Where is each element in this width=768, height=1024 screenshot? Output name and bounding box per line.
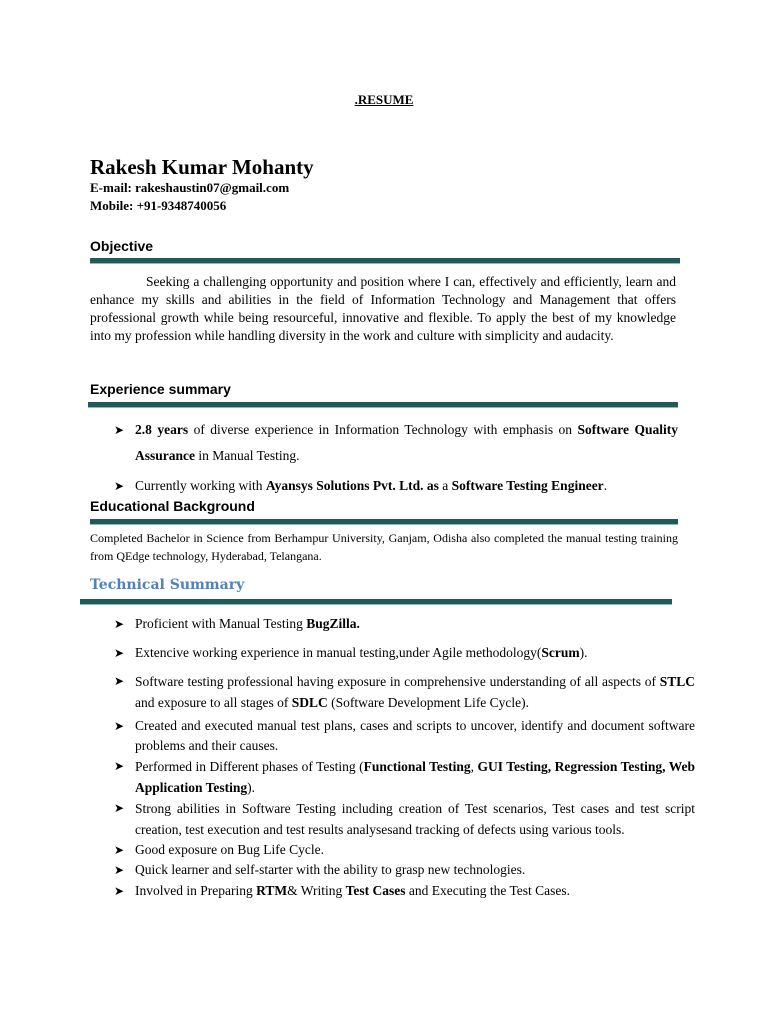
- education-text: Completed Bachelor in Science from Berhampur University, Ganjam, Odisha also completed the manual testing training from QEdge technology, Hyderabad, Telangana.: [90, 531, 678, 563]
- experience-heading: Experience summary: [90, 381, 231, 397]
- experience-divider: [88, 402, 678, 408]
- technical-item: ➤ Created and executed manual test plans, cases and scripts to uncover, identify and document software problems and their causes.: [114, 718, 695, 753]
- objective-heading: Objective: [90, 238, 154, 254]
- technical-item: ➤ Software testing professional having exposure in comprehensive understanding of all aspects of STLC and exposure to all stages of SDLC (Software Development Life Cycle).: [90, 671, 695, 713]
- arrowhead-bullet-icon: ➤: [114, 884, 125, 898]
- objective-divider: [90, 258, 680, 264]
- email-line: E-mail: rakeshaustin07@gmail.com: [90, 180, 290, 195]
- arrowhead-bullet-icon: ➤: [114, 759, 125, 773]
- technical-item: ➤ Proficient with Manual Testing BugZilla.: [90, 614, 695, 634]
- technical-item: ➤ Strong abilities in Software Testing including creation of Test scenarios, Test cases and test script creation, test execution and test results analysesand tracking of defects using various tools.: [90, 798, 695, 840]
- arrowhead-bullet-icon: ➤: [114, 423, 125, 437]
- document-title: .RESUME: [354, 92, 414, 107]
- candidate-name: Rakesh Kumar Mohanty: [90, 155, 314, 179]
- technical-divider: [80, 599, 672, 605]
- technical-item: ➤ Extencive working experience in manual testing,under Agile methodology(Scrum).: [90, 643, 695, 663]
- arrowhead-bullet-icon: ➤: [114, 646, 125, 660]
- objective-text: Seeking a challenging opportunity and position where I can, effectively and efficiently, learn and enhance my skills and abilities in the field of Information Technology and Management that offers professional growth while being resourceful, innovative and flexible. To apply the best of my knowledge into my profession while handling diversity in the work and culture with simplicity and audacity.: [90, 274, 676, 343]
- technical-item: ➤ Involved in Preparing RTM& Writing Test Cases and Executing the Test Cases.: [90, 881, 695, 901]
- arrowhead-bullet-icon: ➤: [114, 719, 125, 733]
- arrowhead-bullet-icon: ➤: [114, 617, 125, 631]
- education-heading: Educational Background: [90, 498, 255, 514]
- education-divider: [90, 519, 678, 525]
- technical-heading: Technical Summary: [90, 577, 245, 593]
- experience-item: ➤ Currently working with Ayansys Solutions Pvt. Ltd. as a Software Testing Engineer.: [90, 476, 678, 496]
- technical-item: ➤ Good exposure on Bug Life Cycle.: [90, 840, 695, 860]
- arrowhead-bullet-icon: ➤: [114, 674, 125, 688]
- arrowhead-bullet-icon: ➤: [114, 479, 125, 493]
- technical-list: [90, 614, 695, 901]
- arrowhead-bullet-icon: ➤: [114, 801, 125, 815]
- arrowhead-bullet-icon: ➤: [114, 863, 125, 877]
- experience-list: [90, 417, 678, 496]
- arrowhead-bullet-icon: ➤: [114, 843, 125, 857]
- technical-item: ➤ Quick learner and self-starter with the ability to grasp new technologies.: [90, 860, 695, 880]
- experience-item: ➤ 2.8 years of diverse experience in Information Technology with emphasis on Software Quality Assurance in Manual Testing.: [90, 417, 678, 469]
- technical-item: ➤ Performed in Different phases of Testing (Functional Testing, GUI Testing, Regression Testing, Web Application Testing).: [90, 756, 695, 798]
- mobile-line: Mobile: +91-9348740056: [90, 198, 227, 213]
